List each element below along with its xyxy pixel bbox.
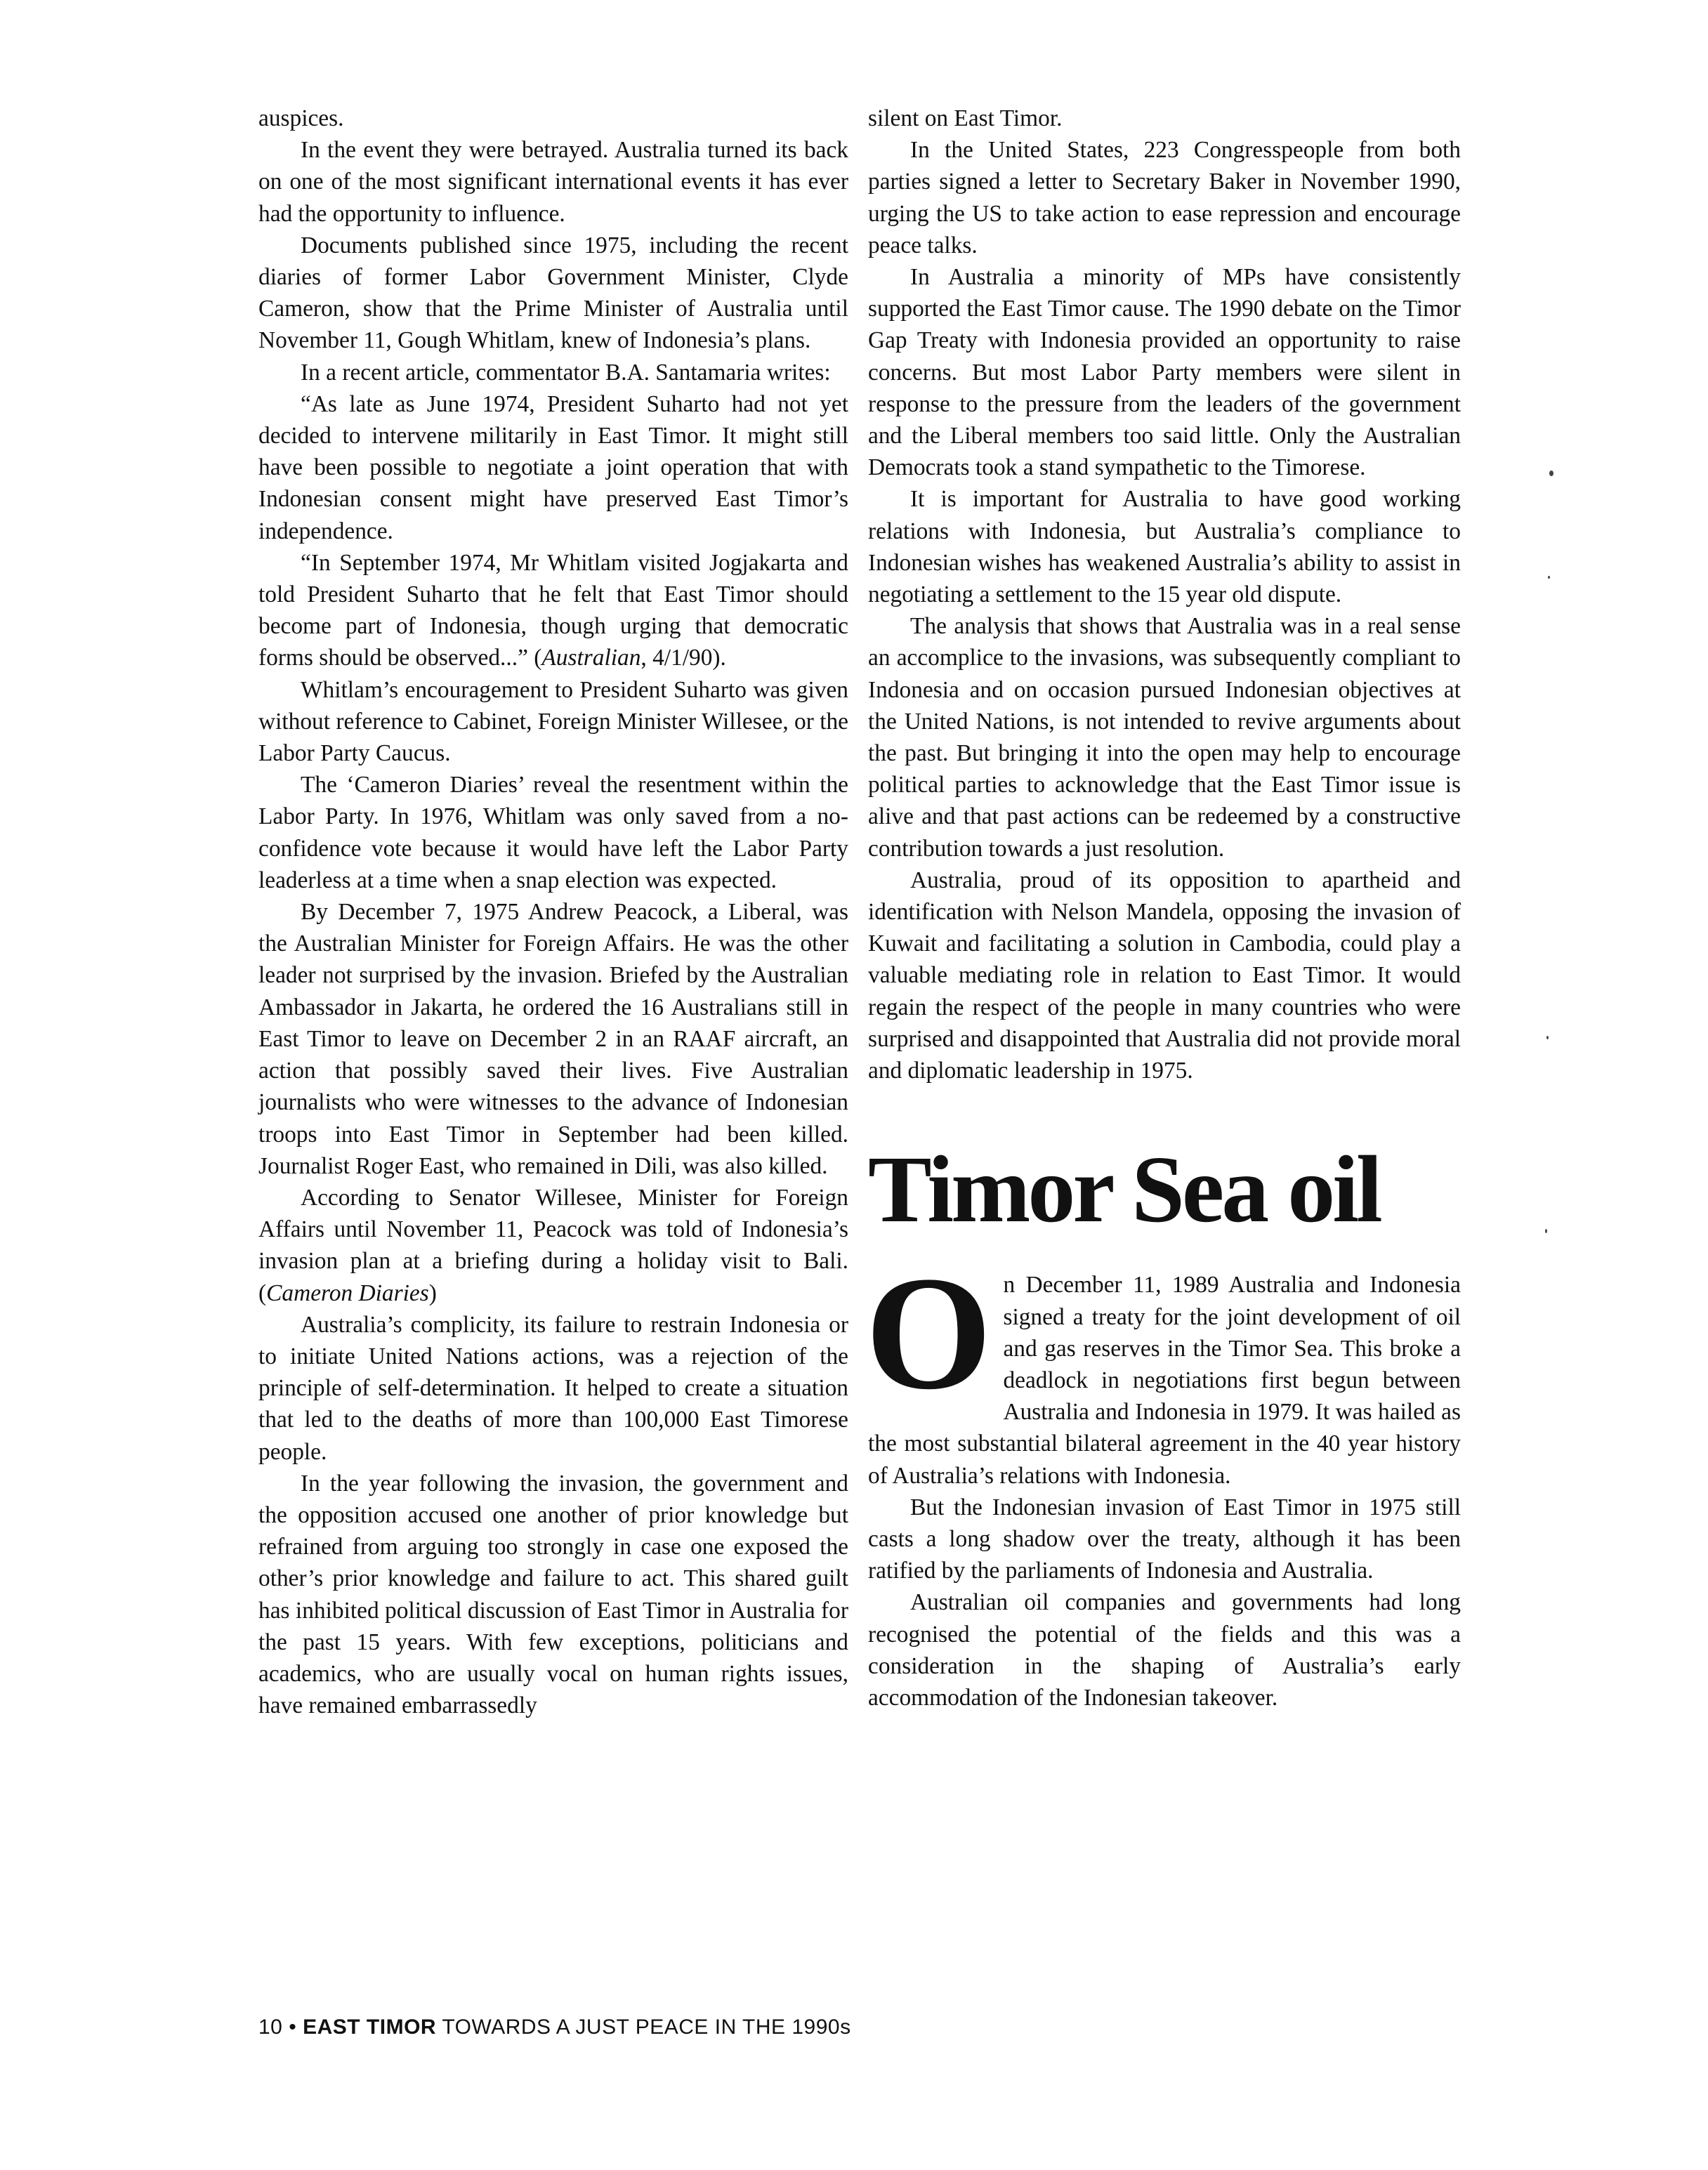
body-paragraph: Australia’s complicity, its failure to restrain Indonesia or to initiate United Nations actions, was a rejection of the principle of self-determination. It helped to create a situation that led to the deaths of more than 100,000 East Timorese people. — [258, 1311, 848, 1465]
publication-subtitle: TOWARDS A JUST PEACE IN THE 1990s — [442, 2016, 851, 2039]
body-paragraph: In the year following the invasion, the government and the opposition accused one another of prior knowledge but refrained from arguing too strongly in case one exposed the other’s prior knowledge and failure to act. This shared guilt has inhibited political discussion of East Timor in Australia for the past 15 years. With few exceptions, politicians and academics, who are usually vocal on human rights issues, have remained embarrassedly — [258, 1470, 848, 1719]
scan-speck — [1546, 1036, 1549, 1039]
body-paragraph: “As late as June 1974, President Suharto had not yet decided to intervene militarily in East Timor. It might still have been possible to negotiate a joint operation that with Indonesian consent might have preserved East Timor’s independence. — [258, 390, 848, 544]
body-paragraph: In Australia a minority of MPs have consistently supported the East Timor cause. The 1990 debate on the Timor Gap Treaty with Indonesia provided an opportunity to raise concerns. But most Labor Party members were silent in response to the pressure from the leaders of the government and the Liberal members too said little. Only the Australian Democrats took a stand sympathetic to the Timorese. — [868, 264, 1461, 481]
paragraph-text: According to Senator Willesee, Minister for Foreign Affairs until November 11, Peacock was told of Indonesia’s invasion plan at a briefing during a holiday visit to Bali. ( — [258, 1184, 848, 1306]
page-footer — [258, 2016, 851, 2039]
body-paragraph: Documents published since 1975, including the recent diaries of former Labor Government Minister, Clyde Cameron, show that the Prime Minister of Australia until November 11, Gough Whitlam, knew of Indonesia’s plans. — [258, 232, 848, 354]
body-paragraph: By December 7, 1975 Andrew Peacock, a Liberal, was the Australian Minister for Foreign Affairs. He was the other leader not surprised by the invasion. Briefed by the Australian Ambassador in Jakarta, he ordered the 16 Australians still in East Timor to leave on December 2 in an RAAF aircraft, an action that possibly saved their lives. Five Australian journalists who were witnesses to the advance of Indonesian troops into East Timor in September had been killed. Journalist Roger East, who remained in Dili, was also killed. — [258, 899, 848, 1179]
body-paragraph: In a recent article, commentator B.A. Santamaria writes: — [301, 359, 831, 386]
right-column — [865, 103, 1461, 1714]
body-paragraph: It is important for Australia to have good working relations with Indonesia, but Australia’s compliance to Indonesian wishes has weakened Australia’s ability to assist in negotiating a settlement to the 15 year old dispute. — [868, 486, 1461, 608]
italic-citation: Australian — [541, 645, 641, 671]
right-column-paragraphs — [868, 103, 1461, 1086]
page-number: 10 — [258, 2016, 283, 2039]
italic-citation: Cameron Diaries — [266, 1280, 429, 1306]
footer-bullet: • — [289, 2016, 297, 2039]
paragraph-text: “In September 1974, Mr Whitlam visited Jogjakarta and told President Suharto that he felt that East Timor should become part of Indonesia, though urging that democratic forms should be observed...” ( — [258, 549, 848, 671]
body-paragraph: In the United States, 223 Congresspeople from both parties signed a letter to Secretary Baker in November 1990, urging the US to take action to ease repression and encourage peace talks. — [868, 137, 1461, 258]
body-paragraph: silent on East Timor. — [868, 105, 1063, 131]
scan-specks — [1545, 456, 1573, 1440]
section-headline: Timor Sea oil — [868, 1137, 1380, 1243]
body-paragraph: The analysis that shows that Australia was in a real sense an accomplice to the invasions, was subsequently compliant to Indonesia and on occasion pursued Indonesian objectives at the United Nations, is not intended to revive arguments about the past. But bringing it into the open may help to encourage political parties to acknowledge that the East Timor issue is alive and that past actions can be redeemed by a constructive contribution towards a just resolution. — [868, 613, 1461, 862]
body-paragraph: Whitlam’s encouragement to President Suharto was given without reference to Cabinet, Foreign Minister Willesee, or the Labor Party Caucus. — [258, 676, 848, 767]
body-paragraph: auspices. — [258, 105, 344, 131]
lead-paragraph — [865, 1243, 1461, 1491]
body-paragraph: In the event they were betrayed. Australia turned its back on one of the most significant international events it has ever had the opportunity to influence. — [258, 137, 848, 227]
body-paragraph: The ‘Cameron Diaries’ reveal the resentment within the Labor Party. In 1976, Whitlam was only saved from a no-confidence vote because it would have left the Labor Party leaderless at a time when a snap election was expected. — [258, 772, 848, 893]
body-paragraph — [258, 1182, 848, 1309]
publication-brand: EAST TIMOR — [303, 2016, 437, 2039]
body-paragraph: But the Indonesian invasion of East Timor in 1975 still casts a long shadow over the treaty, although it has been ratified by the parliaments of Indonesia and Australia. — [868, 1494, 1461, 1584]
scan-speck — [1548, 576, 1550, 579]
drop-cap: O — [865, 1243, 992, 1424]
body-paragraph: Australian oil companies and governments had long recognised the potential of the fields and this was a consideration in the shaping of Australia’s early accommodation of the Indonesian takeover. — [868, 1589, 1461, 1711]
paragraph-text: ) — [428, 1280, 437, 1306]
scan-speck — [1549, 471, 1553, 476]
paragraph-text: , 4/1/90). — [640, 645, 726, 671]
scan-speck — [1545, 1229, 1547, 1233]
body-paragraph: Australia, proud of its opposition to apartheid and identification with Nelson Mandela, opposing the invasion of Kuwait and facilitating a solution in Cambodia, could play a valuable mediating role in relation to East Timor. It would regain the respect of the people in many countries who were surprised and disappointed that Australia did not provide moral and diplomatic leadership in 1975. — [868, 867, 1461, 1084]
lead-text: n December 11, 1989 Australia and Indonesia signed a treaty for the joint development of oil and gas reserves in the Timor Sea. This broke a deadlock in negotiations first begun between Australia and Indonesia in 1979. It was hailed as the most substantial bilateral agreement in the 40 year history of Australia’s relations with Indonesia. — [868, 1272, 1461, 1489]
body-paragraph — [258, 547, 848, 674]
left-column — [258, 103, 848, 1721]
